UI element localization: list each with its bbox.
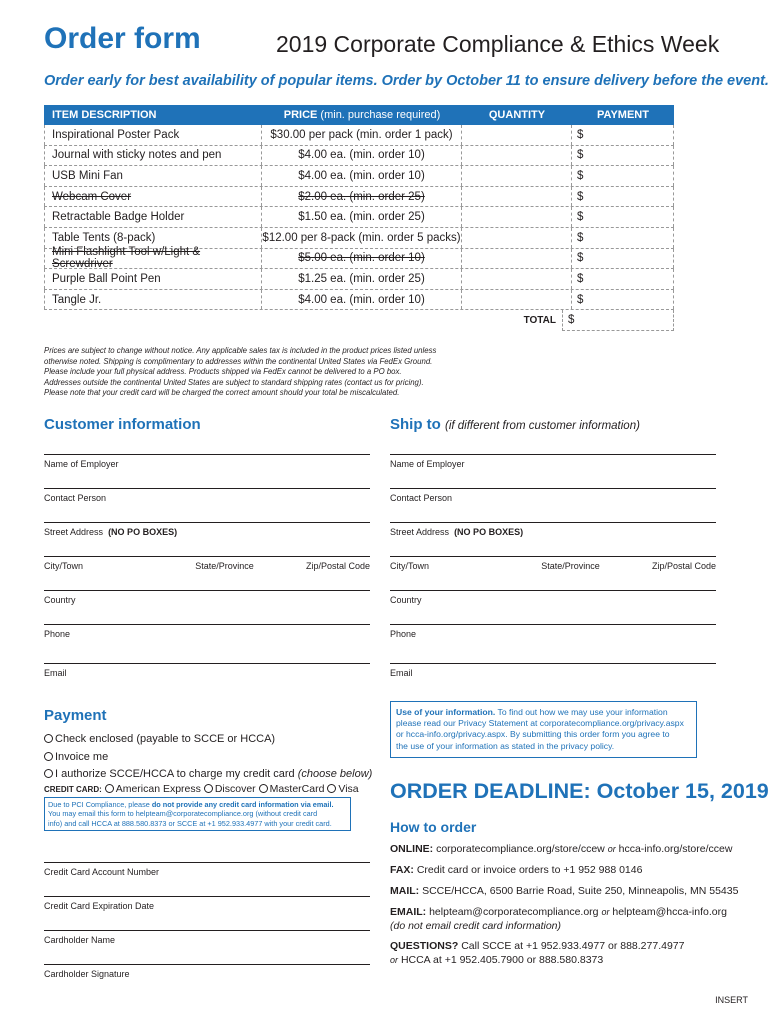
radio-icon[interactable]: [44, 734, 53, 743]
card-number-field[interactable]: Credit Card Account Number: [44, 862, 370, 877]
customer-city-field[interactable]: City/Town State/Province Zip/Postal Code: [44, 556, 370, 571]
item-price: $2.00 ea. (min. order 25): [262, 187, 462, 207]
payment-cell[interactable]: $: [572, 228, 674, 248]
item-price: $5.00 ea. (min. order 10): [262, 249, 462, 269]
item-description: Purple Ball Point Pen: [44, 269, 262, 289]
payment-cell[interactable]: $: [572, 290, 674, 310]
shipto-email-field[interactable]: Email: [390, 663, 716, 678]
quantity-cell[interactable]: [462, 269, 572, 289]
header-payment: PAYMENT: [597, 109, 649, 121]
quantity-cell[interactable]: [462, 146, 572, 166]
quantity-cell[interactable]: [462, 228, 572, 248]
order-online: ONLINE: corporatecompliance.org/store/ccew or hcca-info.org/store/ccew: [390, 843, 733, 855]
quantity-cell[interactable]: [462, 187, 572, 207]
table-row: [44, 146, 674, 167]
shipto-employer-field[interactable]: Name of Employer: [390, 454, 716, 469]
order-deadline: ORDER DEADLINE: October 15, 2019: [390, 779, 769, 803]
item-price: $4.00 ea. (min. order 10): [262, 166, 462, 186]
card-mastercard[interactable]: MasterCard: [259, 783, 325, 795]
table-row: [44, 125, 674, 146]
quantity-cell[interactable]: [462, 207, 572, 227]
card-visa[interactable]: Visa: [327, 783, 358, 795]
pci-notice: Due to PCI Compliance, please do not provide any credit card information via email. You may email this form to helpteam@corporatecompliance.org (without credit card info) and call HCCA at 888.580.8373 or SCCE at +1 952.933.4977 with your credit card.: [44, 797, 351, 831]
header-quantity: QUANTITY: [488, 109, 546, 121]
customer-info-title: Customer information: [44, 416, 201, 433]
page-title: Order form: [44, 22, 201, 55]
item-description: Webcam Cover: [44, 187, 262, 207]
invoice-option[interactable]: Invoice me: [44, 751, 108, 763]
shipto-contact-field[interactable]: Contact Person: [390, 488, 716, 503]
cardholder-name-field[interactable]: Cardholder Name: [44, 930, 370, 945]
order-mail: MAIL: SCCE/HCCA, 6500 Barrie Road, Suite 250, Minneapolis, MN 55435: [390, 885, 739, 897]
order-questions: QUESTIONS? Call SCCE at +1 952.933.4977 or 888.277.4977 or HCCA at +1 952.405.7900 or 888.580.8373: [390, 940, 685, 966]
item-description: Mini Flashlight Tool w/Light & Screwdriver: [44, 249, 262, 269]
shipto-phone-field[interactable]: Phone: [390, 624, 716, 639]
pricing-notes: Prices are subject to change without notice. Any applicable sales tax is included in the product prices listed unless otherwise noted. Shipping is complimentary to addresses within the continental United States via FedEx Ground. Please include your full physical address. Products shipped via FedEx cannot be delivered to a PO box. Addresses outside the continental United States are subject to standard shipping rates (contact us for pricing). Please note that your credit card will be charged the correct amount should your total be miscalculated.: [44, 346, 437, 398]
item-price: $4.00 ea. (min. order 10): [262, 290, 462, 310]
table-header: [44, 105, 674, 125]
table-row: [44, 246, 674, 271]
table-body: [44, 125, 674, 310]
item-description: Table Tents (8-pack): [44, 228, 262, 248]
item-description: Journal with sticky notes and pen: [44, 146, 262, 166]
table-row: [44, 187, 674, 208]
shipto-country-field[interactable]: Country: [390, 590, 716, 605]
shipto-street-field[interactable]: Street Address (NO PO BOXES): [390, 522, 716, 537]
payment-cell[interactable]: $: [572, 125, 674, 145]
item-price: $1.25 ea. (min. order 25): [262, 269, 462, 289]
cardholder-signature-field[interactable]: Cardholder Signature: [44, 964, 370, 979]
payment-cell[interactable]: $: [572, 207, 674, 227]
payment-cell[interactable]: $: [572, 146, 674, 166]
insert-label: INSERT: [715, 995, 748, 1005]
shipto-city-field[interactable]: City/Town State/Province Zip/Postal Code: [390, 556, 716, 571]
table-row: [44, 269, 674, 290]
item-description: USB Mini Fan: [44, 166, 262, 186]
quantity-cell[interactable]: [462, 125, 572, 145]
items-table: [44, 105, 674, 331]
check-option[interactable]: Check enclosed (payable to SCCE or HCCA): [44, 733, 275, 745]
order-fax: FAX: Credit card or invoice orders to +1 952 988 0146: [390, 864, 643, 876]
how-to-order-title: How to order: [390, 819, 477, 835]
table-row: [44, 207, 674, 228]
customer-contact-field[interactable]: Contact Person: [44, 488, 370, 503]
item-description: Inspirational Poster Pack: [44, 125, 262, 145]
quantity-cell[interactable]: [462, 290, 572, 310]
radio-icon[interactable]: [44, 752, 53, 761]
table-row: [44, 166, 674, 187]
payment-cell[interactable]: $: [572, 187, 674, 207]
header-description: ITEM DESCRIPTION: [52, 109, 157, 121]
customer-country-field[interactable]: Country: [44, 590, 370, 605]
total-label: TOTAL: [523, 315, 556, 327]
table-row: [44, 290, 674, 311]
card-discover[interactable]: Discover: [204, 783, 256, 795]
total-row: [44, 310, 674, 331]
customer-employer-field[interactable]: Name of Employer: [44, 454, 370, 469]
privacy-notice: Use of your information. To find out how we may use your information please read our Privacy Statement at corporatecompliance.org/privacy.aspx or hcca-info.org/privacy.aspx. By submitting this order form you agree to the use of your information as stated in the privacy policy.: [390, 701, 697, 758]
payment-cell[interactable]: $: [572, 269, 674, 289]
item-price: $4.00 ea. (min. order 10): [262, 146, 462, 166]
payment-cell[interactable]: $: [572, 166, 674, 186]
quantity-cell[interactable]: [462, 166, 572, 186]
event-title: 2019 Corporate Compliance & Ethics Week: [276, 31, 720, 57]
radio-icon[interactable]: [44, 769, 53, 778]
customer-phone-field[interactable]: Phone: [44, 624, 370, 639]
item-description: Tangle Jr.: [44, 290, 262, 310]
order-email: EMAIL: helpteam@corporatecompliance.org or helpteam@hcca-info.org (do not email credit card information): [390, 906, 727, 932]
customer-street-field[interactable]: Street Address (NO PO BOXES): [44, 522, 370, 537]
payment-cell[interactable]: $: [572, 249, 674, 269]
header-price: PRICE (min. purchase required): [283, 109, 441, 121]
card-expiration-field[interactable]: Credit Card Expiration Date: [44, 896, 370, 911]
credit-card-option[interactable]: I authorize SCCE/HCCA to charge my credit card (choose below): [44, 768, 372, 780]
item-price: $30.00 per pack (min. order 1 pack): [262, 125, 462, 145]
quantity-cell[interactable]: [462, 249, 572, 269]
item-price: $1.50 ea. (min. order 25): [262, 207, 462, 227]
item-price: $12.00 per 8-pack (min. order 5 packs): [262, 228, 462, 248]
ship-to-title: Ship to (if different from customer information): [390, 416, 640, 433]
total-value[interactable]: $: [562, 310, 674, 331]
item-description: Retractable Badge Holder: [44, 207, 262, 227]
card-amex[interactable]: American Express: [105, 783, 201, 795]
payment-title: Payment: [44, 707, 107, 724]
order-subtitle: Order early for best availability of popular items. Order by October 11 to ensure delivery before the event.: [44, 73, 769, 89]
customer-email-field[interactable]: Email: [44, 663, 370, 678]
card-type-row: CREDIT CARD: American Express Discover MasterCard Visa: [44, 783, 359, 795]
